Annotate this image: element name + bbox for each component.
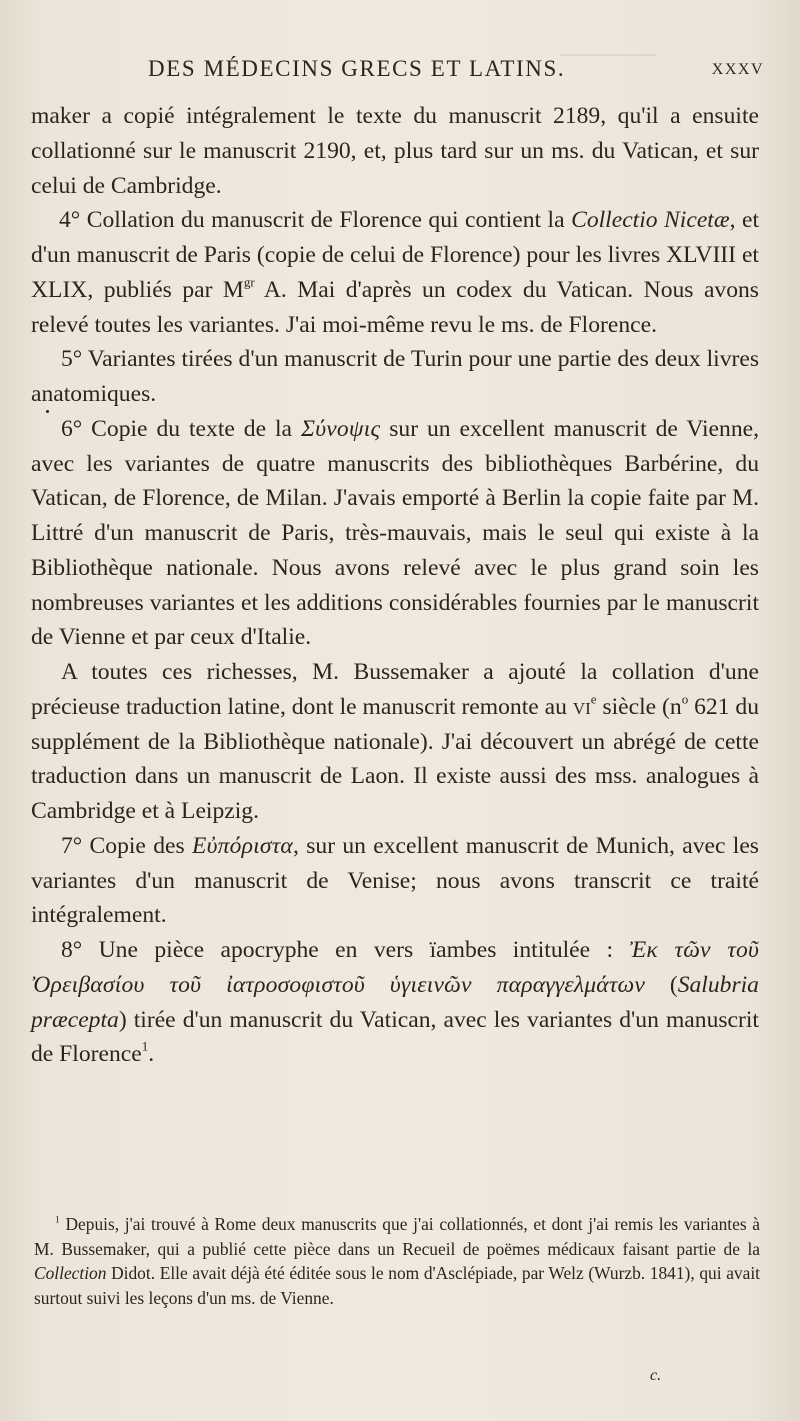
running-title: DES MÉDECINS GRECS ET LATINS.: [148, 56, 566, 81]
text-run: , sur un excellent manuscrit de Munich, avec les variantes d'un manuscrit de Venise; nous avons transcrit ce traité intégralement.: [31, 832, 759, 929]
footnote-1: [34, 1212, 760, 1310]
superscript: e: [590, 691, 597, 707]
paragraph-item-6: [31, 412, 759, 655]
text-run: siècle (n: [596, 693, 682, 720]
signature-mark: c.: [650, 1367, 662, 1384]
superscript: o: [681, 691, 689, 707]
roman-numeral: vi: [572, 693, 591, 720]
paragraph-item-7: [31, 829, 759, 933]
text-run: (: [645, 971, 678, 998]
paragraph-item-8: [31, 933, 759, 1072]
paragraph-richesses: [31, 655, 759, 829]
text-run: ) tirée d'un manuscrit du Vatican, avec les variantes d'un manuscrit de Florence: [31, 1006, 759, 1068]
text-run: 7° Copie des: [61, 832, 192, 859]
text-run: 4° Collation du manuscrit de Florence qui contient la: [59, 207, 572, 234]
italic-title: Collection: [34, 1263, 107, 1283]
italic-title: Collectio Nicetæ: [571, 207, 730, 234]
footnote-marker: 1: [55, 1214, 60, 1226]
greek-title: Εὐπόριστα: [191, 832, 293, 859]
text-run: A toutes ces richesses, M. Bussemaker a ajouté la collation d'une précieuse traduction latine, dont le manuscrit remonte au: [31, 659, 759, 720]
text-run: , et d'un manuscrit de Paris (copie de celui de Florence) pour les livres XLVIII et XLIX, publiés par M: [31, 207, 760, 303]
italic-title: Salubria præcepta: [31, 971, 759, 1033]
running-header: [140, 56, 764, 86]
text-run: Depuis, j'ai trouvé à Rome deux manuscrits que j'ai collationnés, et dont j'ai remis les variantes à M. Bussemaker, qui a publié cette pièce dans un Recueil de poëmes médicaux faisant partie de la: [34, 1214, 760, 1259]
paragraph-item-5: 5° Variantes tirées d'un manuscrit de Turin pour une partie des deux livres anatomiques.: [31, 346, 759, 407]
text-run: A. Mai d'après un codex du Vatican. Nous avons relevé toutes les variantes. J'ai moi-même revu le ms. de Florence.: [31, 276, 759, 338]
text-run: 621 du supplément de la Bibliothèque nationale). J'ai découvert un abrégé de cette traduction dans un manuscrit de Laon. Il existe aussi des mss. analogues à Cambridge et à Leipzig.: [31, 693, 759, 824]
text-run: .: [148, 1041, 155, 1068]
main-text: [31, 99, 759, 1072]
text-run: Didot. Elle avait déjà été éditée sous le nom d'Asclépiade, par Welz (Wurzb. 1841), qui avait surtout suivi les leçons d'un ms. de Vienne.: [34, 1263, 760, 1308]
footnote-reference[interactable]: 1: [141, 1038, 149, 1054]
footnotes: [34, 1212, 760, 1310]
page-number: XXXV: [711, 61, 764, 78]
text-run: 6° Copie du texte de la: [61, 415, 301, 442]
greek-title: Σύνοψις: [300, 415, 381, 442]
text-run: sur un excellent manuscrit de Vienne, avec les variantes de quatre manuscrits des bibliothèques Barbérine, du Vatican, de Florence, de Milan. J'avais emporté à Berlin la copie faite par M. Littré d'un manuscrit de Paris, très-mauvais, mais le seul qui existe à la Bibliothèque nationale. Nous avons relevé avec le plus grand soin les nombreuses variantes et les additions considérables fournies par le manuscrit de Vienne et par ceux d'Italie.: [31, 415, 759, 651]
paragraph-item-4: [31, 203, 759, 342]
superscript: gr: [243, 274, 255, 290]
text-run: 8° Une pièce apocryphe en vers ïambes intitulée :: [61, 937, 630, 963]
show-through-text: ─────: [560, 40, 658, 69]
paragraph-continuation: maker a copié intégralement le texte du manuscrit 2189, qu'il a ensuite collationné sur le manuscrit 2190, et, plus tard sur un ms. du Vatican, et sur celui de Cambridge.: [31, 103, 759, 199]
greek-title: Ἐκ τῶν τοῦ Ὀρειβασίου τοῦ ἰατροσοφιστοῦ ὑγιεινῶν παραγγελμάτων: [31, 937, 759, 998]
